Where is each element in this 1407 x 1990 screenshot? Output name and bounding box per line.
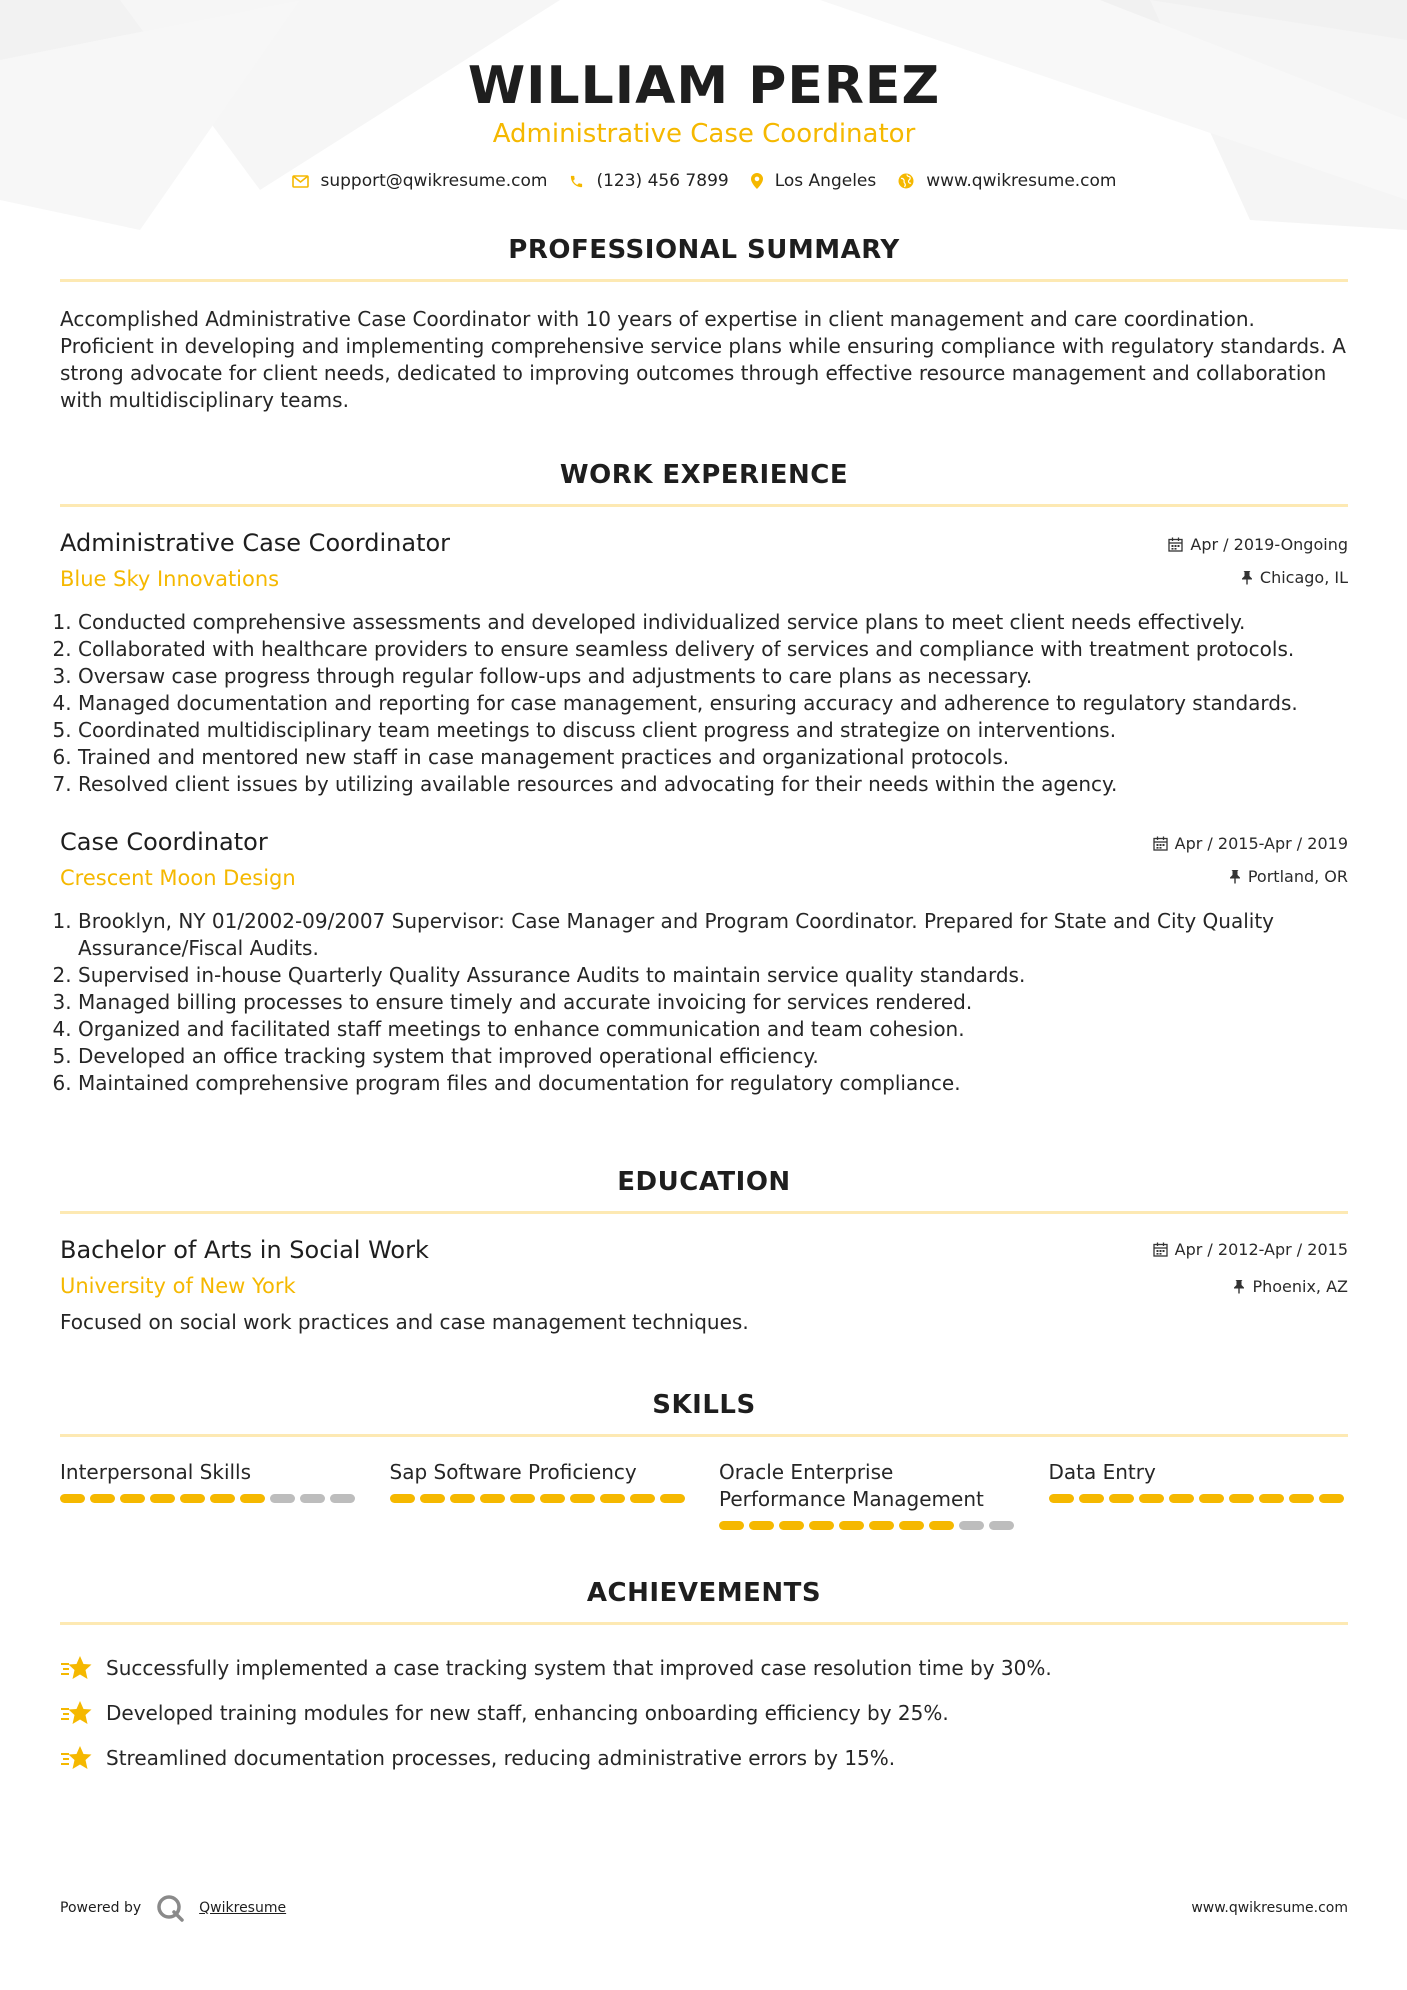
skill-segment-empty xyxy=(300,1494,325,1503)
skill-segment-filled xyxy=(1109,1494,1134,1503)
star-icon xyxy=(60,1655,92,1681)
star-icon xyxy=(60,1700,92,1726)
skill-name: Data Entry xyxy=(1048,1460,1156,1485)
achievements-list xyxy=(60,1645,1348,1780)
calendar-icon xyxy=(1153,1242,1168,1257)
skill-segment-filled xyxy=(120,1494,145,1503)
contact-phone[interactable] xyxy=(569,171,728,191)
skills-section xyxy=(60,1390,1348,1530)
skill-segment-filled xyxy=(1049,1494,1074,1503)
skill-level-bar xyxy=(390,1494,690,1503)
skill-item xyxy=(719,1459,1019,1530)
skill-name: Sap Software Proficiency xyxy=(389,1460,637,1485)
experience-divider xyxy=(60,504,1348,507)
pushpin-icon xyxy=(1241,570,1253,585)
job-entry xyxy=(60,828,1348,1097)
skill-segment-filled xyxy=(660,1494,685,1503)
skill-segment-filled xyxy=(1319,1494,1344,1503)
globe-icon xyxy=(898,173,914,189)
contact-website[interactable] xyxy=(898,171,1116,191)
calendar-icon xyxy=(1168,537,1183,552)
list-item: 1. Brooklyn, NY 01/2002-09/2007 Supervisor: Case Manager and Program Coordinator. Prepared for State and City Quality Assurance/Fiscal Audits. xyxy=(78,908,1348,962)
page-footer xyxy=(60,1893,1348,1923)
skill-segment-filled xyxy=(540,1494,565,1503)
achievement-item xyxy=(60,1690,1348,1735)
skill-segment-filled xyxy=(210,1494,235,1503)
skill-segment-filled xyxy=(240,1494,265,1503)
brand-link[interactable]: Qwikresume xyxy=(199,1900,287,1916)
achievement-item xyxy=(60,1645,1348,1690)
job-bullets xyxy=(60,609,1348,798)
qwikresume-logo-icon xyxy=(155,1893,185,1923)
skill-level-bar xyxy=(719,1521,1019,1530)
pushpin-icon xyxy=(1229,869,1241,884)
list-item: 6. Maintained comprehensive program files and documentation for regulatory compliance. xyxy=(78,1070,1348,1097)
skill-segment-filled xyxy=(899,1521,924,1530)
powered-by-label: Powered by xyxy=(60,1900,142,1916)
contact-location-text: Los Angeles xyxy=(774,171,877,192)
job-bullets xyxy=(60,908,1348,1097)
summary-section xyxy=(60,235,1348,414)
skill-segment-filled xyxy=(510,1494,535,1503)
list-item: 5. Developed an office tracking system that improved operational efficiency. xyxy=(78,1043,1348,1070)
summary-divider xyxy=(60,279,1348,282)
contact-phone-text: (123) 456 7899 xyxy=(596,171,729,192)
achievement-text: Streamlined documentation processes, reducing administrative errors by 15%. xyxy=(106,1745,896,1770)
skill-item xyxy=(60,1459,360,1530)
skill-segment-filled xyxy=(150,1494,175,1503)
list-item: 5. Coordinated multidisciplinary team meetings to discuss client progress and strategize on interventions. xyxy=(78,717,1348,744)
achievement-text: Successfully implemented a case tracking system that improved case resolution time by 30%. xyxy=(106,1655,1052,1680)
map-pin-icon xyxy=(751,173,763,189)
skill-segment-filled xyxy=(809,1521,834,1530)
skill-item xyxy=(1049,1459,1349,1530)
skill-segment-filled xyxy=(90,1494,115,1503)
footer-website[interactable]: www.qwikresume.com xyxy=(1191,1900,1348,1916)
list-item: 4. Organized and facilitated staff meetings to enhance communication and team cohesion. xyxy=(78,1016,1348,1043)
skill-segment-empty xyxy=(330,1494,355,1503)
school-name: University of New York xyxy=(60,1274,296,1299)
job-company: Crescent Moon Design xyxy=(60,866,296,891)
experience-section xyxy=(60,460,1348,1097)
education-heading: EDUCATION xyxy=(617,1167,791,1198)
skill-segment-filled xyxy=(1139,1494,1164,1503)
contact-email-text: support@qwikresume.com xyxy=(320,171,548,192)
skill-segment-filled xyxy=(839,1521,864,1530)
phone-icon xyxy=(569,174,584,189)
skill-segment-filled xyxy=(1259,1494,1284,1503)
skill-segment-filled xyxy=(450,1494,475,1503)
education-location: Phoenix, AZ xyxy=(1252,1277,1348,1297)
contact-location xyxy=(751,171,877,191)
resume-header xyxy=(60,0,1348,191)
skill-segment-filled xyxy=(749,1521,774,1530)
skill-segment-empty xyxy=(270,1494,295,1503)
skill-segment-filled xyxy=(779,1521,804,1530)
job-dates: Apr / 2015-Apr / 2019 xyxy=(1174,834,1348,854)
education-dates: Apr / 2012-Apr / 2015 xyxy=(1174,1240,1348,1260)
pushpin-icon xyxy=(1233,1279,1245,1294)
skill-segment-filled xyxy=(1289,1494,1314,1503)
envelope-icon xyxy=(292,175,309,188)
skills-heading: SKILLS xyxy=(652,1390,756,1421)
job-location: Chicago, IL xyxy=(1259,568,1348,588)
job-title: Administrative Case Coordinator xyxy=(60,529,451,558)
list-item: 1. Conducted comprehensive assessments and developed individualized service plans to meet client needs effectively. xyxy=(78,609,1348,636)
candidate-title: Administrative Case Coordinator xyxy=(492,119,916,150)
job-location: Portland, OR xyxy=(1247,867,1348,887)
star-icon xyxy=(60,1745,92,1771)
list-item: 7. Resolved client issues by utilizing available resources and advocating for their needs within the agency. xyxy=(78,771,1348,798)
skill-segment-filled xyxy=(570,1494,595,1503)
contact-website-text: www.qwikresume.com xyxy=(926,171,1117,192)
job-dates: Apr / 2019-Ongoing xyxy=(1190,535,1348,555)
achievements-section xyxy=(60,1578,1348,1780)
skill-segment-filled xyxy=(1079,1494,1104,1503)
contact-bar xyxy=(60,171,1348,191)
skill-segment-filled xyxy=(420,1494,445,1503)
skill-segment-filled xyxy=(180,1494,205,1503)
summary-text: Accomplished Administrative Case Coordinator with 10 years of expertise in client management and care coordination. Proficient in developing and implementing comprehensive service plans while ensuring compliance with regulatory standards. A strong advocate for client needs, dedicated to improving outcomes through effective resource management and collaboration with multidisciplinary teams. xyxy=(60,307,1346,413)
education-section xyxy=(60,1167,1348,1334)
skills-grid xyxy=(60,1459,1348,1530)
achievement-item xyxy=(60,1735,1348,1780)
skill-level-bar xyxy=(1049,1494,1349,1503)
job-entry xyxy=(60,529,1348,798)
list-item: 3. Managed billing processes to ensure timely and accurate invoicing for services rendered. xyxy=(78,989,1348,1016)
skill-segment-filled xyxy=(480,1494,505,1503)
job-title: Case Coordinator xyxy=(60,828,268,857)
job-company: Blue Sky Innovations xyxy=(60,567,280,592)
list-item: 3. Oversaw case progress through regular follow-ups and adjustments to care plans as necessary. xyxy=(78,663,1348,690)
resume-page xyxy=(60,0,1348,1780)
summary-heading: PROFESSIONAL SUMMARY xyxy=(508,235,900,266)
skills-divider xyxy=(60,1434,1348,1437)
skill-item xyxy=(390,1459,690,1530)
list-item: 6. Trained and mentored new staff in case management practices and organizational protocols. xyxy=(78,744,1348,771)
education-description: Focused on social work practices and case management techniques. xyxy=(60,1310,749,1335)
skill-name: Interpersonal Skills xyxy=(60,1460,252,1485)
skill-segment-filled xyxy=(1169,1494,1194,1503)
list-item: 4. Managed documentation and reporting for case management, ensuring accuracy and adherence to regulatory standards. xyxy=(78,690,1348,717)
skill-segment-filled xyxy=(1229,1494,1254,1503)
powered-by xyxy=(60,1893,286,1923)
skill-level-bar xyxy=(60,1494,360,1503)
calendar-icon xyxy=(1153,836,1168,851)
experience-heading: WORK EXPERIENCE xyxy=(559,460,849,491)
achievement-text: Developed training modules for new staff, enhancing onboarding efficiency by 25%. xyxy=(106,1700,949,1725)
skill-name: Oracle Enterprise Performance Management xyxy=(719,1460,984,1512)
achievements-heading: ACHIEVEMENTS xyxy=(586,1578,822,1609)
skill-segment-filled xyxy=(390,1494,415,1503)
skill-segment-filled xyxy=(1199,1494,1224,1503)
skill-segment-filled xyxy=(60,1494,85,1503)
list-item: 2. Supervised in-house Quarterly Quality Assurance Audits to maintain service quality standards. xyxy=(78,962,1348,989)
skill-segment-filled xyxy=(929,1521,954,1530)
degree-title: Bachelor of Arts in Social Work xyxy=(60,1236,429,1265)
list-item: 2. Collaborated with healthcare providers to ensure seamless delivery of services and compliance with treatment protocols. xyxy=(78,636,1348,663)
skill-segment-filled xyxy=(600,1494,625,1503)
achievements-divider xyxy=(60,1622,1348,1625)
skill-segment-filled xyxy=(630,1494,655,1503)
education-entry xyxy=(60,1236,1348,1334)
skill-segment-filled xyxy=(719,1521,744,1530)
education-divider xyxy=(60,1211,1348,1214)
skill-segment-filled xyxy=(869,1521,894,1530)
candidate-name: WILLIAM PEREZ xyxy=(467,56,941,116)
skill-segment-empty xyxy=(989,1521,1014,1530)
contact-email[interactable] xyxy=(292,171,548,191)
skill-segment-empty xyxy=(959,1521,984,1530)
